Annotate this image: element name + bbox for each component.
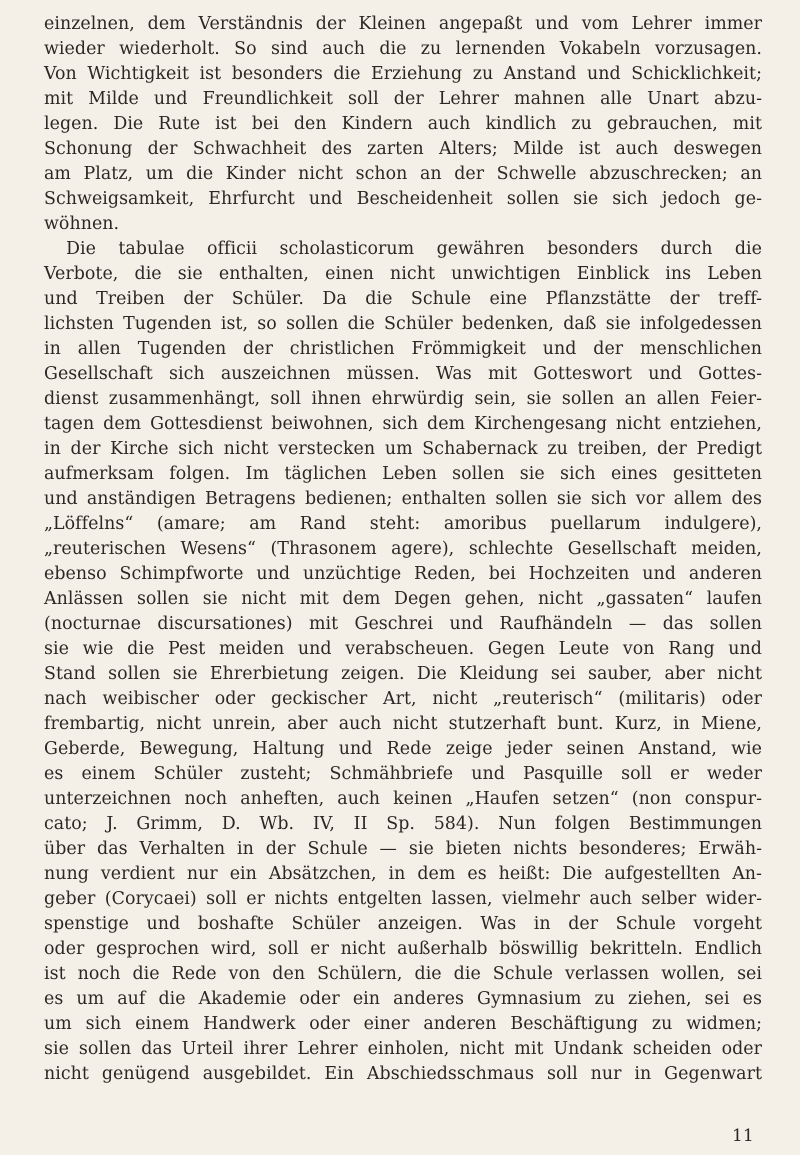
text-line: Anlässen sollen sie nicht mit dem Degen gehen, nicht „gassaten“ laufen <box>44 589 762 609</box>
text-line: Die tabulae officii scholasticorum gewähren besonders durch die <box>66 239 762 259</box>
text-line: und anständigen Betragens bedienen; enthalten sollen sie sich vor allem des <box>44 489 762 509</box>
text-line: um sich einem Handwerk oder einer anderen Beschäftigung zu widmen; <box>44 1014 762 1034</box>
text-line: sie sollen das Urteil ihrer Lehrer einholen, nicht mit Undank scheiden oder <box>44 1039 762 1059</box>
text-line: Gesellschaft sich auszeichnen müssen. Was mit Gotteswort und Gottes- <box>44 364 762 384</box>
text-line: es einem Schüler zusteht; Schmähbriefe und Pasquille soll er weder <box>44 764 762 784</box>
text-line: ebenso Schimpfworte und unzüchtige Reden, bei Hochzeiten und anderen <box>44 564 762 584</box>
text-line: wieder wiederholt. So sind auch die zu lernenden Vokabeln vorzusagen. <box>44 39 762 59</box>
text-line: über das Verhalten in der Schule — sie bieten nichts besonderes; Erwäh- <box>44 839 762 859</box>
text-line: Schonung der Schwachheit des zarten Alters; Milde ist auch deswegen <box>44 139 762 159</box>
text-line: mit Milde und Freundlichkeit soll der Lehrer mahnen alle Unart abzu- <box>44 89 762 109</box>
text-line: geber (Corycaei) soll er nichts entgelten lassen, vielmehr auch selber wider- <box>44 889 762 909</box>
text-line: cato; J. Grimm, D. Wb. IV, II Sp. 584). Nun folgen Bestimmungen <box>44 814 762 834</box>
text-line: unterzeichnen noch anheften, auch keinen „Haufen setzen“ (non conspur- <box>44 789 762 809</box>
text-line: ist noch die Rede von den Schülern, die die Schule verlassen wollen, sei <box>44 964 762 984</box>
text-line: sie wie die Pest meiden und verabscheuen. Gegen Leute von Rang und <box>44 639 762 659</box>
text-line: am Platz, um die Kinder nicht schon an der Schwelle abzuschrecken; an <box>44 164 762 184</box>
text-line: „reuterischen Wesens“ (Thrasonem agere), schlechte Gesellschaft meiden, <box>44 539 762 559</box>
text-line: tagen dem Gottesdienst beiwohnen, sich dem Kirchengesang nicht entziehen, <box>44 414 762 434</box>
text-line: Von Wichtigkeit ist besonders die Erziehung zu Anstand und Schicklichkeit; <box>44 64 762 84</box>
text-line: spenstige und boshafte Schüler anzeigen. Was in der Schule vorgeht <box>44 914 762 934</box>
text-line: nach weibischer oder geckischer Art, nicht „reuterisch“ (militaris) oder <box>44 689 762 709</box>
text-line: aufmerksam folgen. Im täglichen Leben sollen sie sich eines gesitteten <box>44 464 762 484</box>
text-line: in der Kirche sich nicht verstecken um Schabernack zu treiben, der Predigt <box>44 439 762 459</box>
text-line: lichsten Tugenden ist, so sollen die Schüler bedenken, daß sie infolgedessen <box>44 314 762 334</box>
text-line: Verbote, die sie enthalten, einen nicht unwichtigen Einblick ins Leben <box>44 264 762 284</box>
text-line: in allen Tugenden der christlichen Frömmigkeit und der menschlichen <box>44 339 762 359</box>
text-line: frembartig, nicht unrein, aber auch nicht stutzerhaft bunt. Kurz, in Miene, <box>44 714 762 734</box>
text-line: „Löffelns“ (amare; am Rand steht: amoribus puellarum indulgere), <box>44 514 762 534</box>
text-line: einzelnen, dem Verständnis der Kleinen angepaßt und vom Lehrer immer <box>44 14 762 34</box>
text-line: wöhnen. <box>44 214 120 234</box>
text-line: dienst zusammenhängt, soll ihnen ehrwürdig sein, sie sollen an allen Feier- <box>44 389 762 409</box>
body-text <box>44 12 762 1087</box>
text-line: Geberde, Bewegung, Haltung und Rede zeige jeder seinen Anstand, wie <box>44 739 762 759</box>
text-line: es um auf die Akademie oder ein anderes Gymnasium zu ziehen, sei es <box>44 989 762 1009</box>
page-number: 11 <box>732 1126 754 1146</box>
text-line: Stand sollen sie Ehrerbietung zeigen. Die Kleidung sei sauber, aber nicht <box>44 664 762 684</box>
text-line: und Treiben der Schüler. Da die Schule eine Pflanzstätte der treff- <box>44 289 762 309</box>
text-line: nung verdient nur ein Absätzchen, in dem es heißt: Die aufgestellten An- <box>44 864 762 884</box>
text-line: legen. Die Rute ist bei den Kindern auch kindlich zu gebrauchen, mit <box>44 114 762 134</box>
text-line: nicht genügend ausgebildet. Ein Abschiedsschmaus soll nur in Gegenwart <box>44 1064 762 1084</box>
text-line: (nocturnae discursationes) mit Geschrei und Raufhändeln — das sollen <box>44 614 762 634</box>
text-line: Schweigsamkeit, Ehrfurcht und Bescheidenheit sollen sie sich jedoch ge- <box>44 189 762 209</box>
text-line: oder gesprochen wird, soll er nicht außerhalb böswillig bekritteln. Endlich <box>44 939 762 959</box>
